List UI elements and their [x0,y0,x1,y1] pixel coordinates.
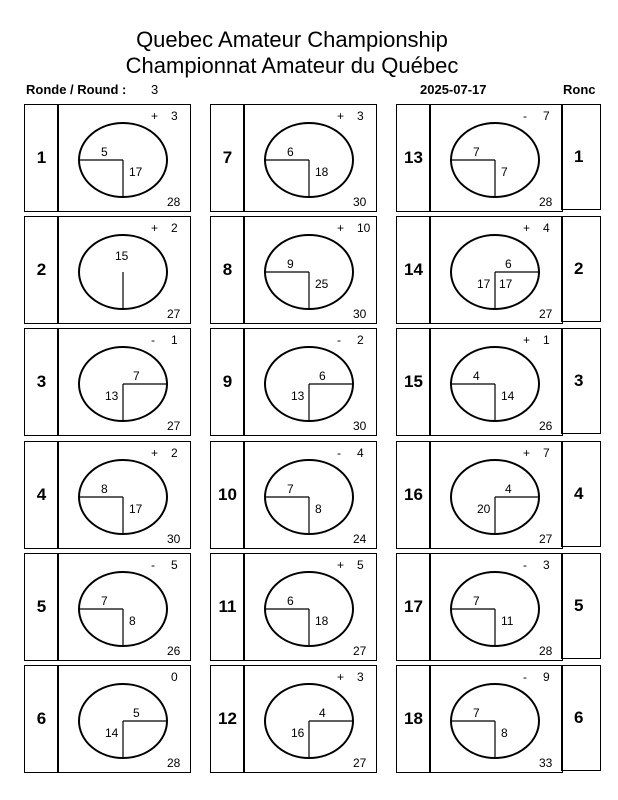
green-depth-value: 27 [539,307,553,321]
offset-value: 5 [171,558,178,572]
green-depth-value: 27 [353,644,367,658]
hole-card [210,553,396,661]
from-front-value: 7 [133,369,140,383]
hole-number: 2 [24,216,59,324]
offset-sign: + [337,109,345,123]
offset-value: 7 [543,109,550,123]
hole-number: 3 [24,328,59,436]
from-side-value: 25 [315,277,329,291]
offset-sign: - [523,670,527,684]
from-front-value: 4 [473,369,480,383]
offset-sign: - [337,446,341,460]
hole-card [210,104,396,212]
from-side-value: 17 [129,502,143,516]
green-depth-value: 27 [167,419,181,433]
from-front-value: 4 [319,706,326,720]
from-side-value: 8 [315,502,322,516]
from-side-value: 18 [315,614,329,628]
hole-card [24,441,210,549]
hole-number: 10 [210,441,245,549]
offset-value: 2 [171,221,178,235]
hole-number: 8 [210,216,245,324]
from-front-value: 7 [287,482,294,496]
hole-card [396,104,618,212]
green-depth-value: 33 [539,756,553,770]
from-front-value: 4 [505,482,512,496]
hole-number: 6 [24,665,59,773]
hole-card [24,665,210,773]
offset-sign: + [151,221,159,235]
offset-sign: + [337,221,345,235]
green-depth-value: 26 [539,419,553,433]
green-depth-value: 28 [167,195,181,209]
from-front-value: 8 [101,482,108,496]
offset-value: 3 [171,109,178,123]
offset-sign: - [337,333,341,347]
green-depth-value: 30 [353,195,367,209]
from-front-value: 5 [133,706,140,720]
green-depth-value: 27 [167,307,181,321]
offset-value: 3 [357,670,364,684]
offset-value: 3 [357,109,364,123]
hole-number: 17 [396,553,431,661]
right-clipped-label: Ronc [563,82,596,97]
from-side-value: 13 [291,389,305,403]
from-front-value: 6 [287,594,294,608]
next-sheet-hole-number: 2 [561,216,601,322]
hole-number: 15 [396,328,431,436]
from-side-value: 20 [477,502,491,516]
offset-value: 1 [171,333,178,347]
title-french: Championnat Amateur du Québec [125,53,459,78]
hole-number: 18 [396,665,431,773]
from-front-value: 7 [101,594,108,608]
hole-number: 16 [396,441,431,549]
round-value: 3 [151,82,159,97]
from-front-value: 9 [287,257,294,271]
hole-number: 4 [24,441,59,549]
from-side-value: 17 [477,277,491,291]
from-side-value: 13 [105,389,119,403]
green-depth-value: 28 [539,195,553,209]
offset-sign: - [523,558,527,572]
next-sheet-hole-number: 6 [561,665,601,771]
next-sheet-hole-number: 3 [561,328,601,434]
green-depth-value: 30 [353,419,367,433]
offset-value: 3 [543,558,550,572]
hole-card [210,216,396,324]
from-front-value: 6 [505,257,512,271]
green-depth-value: 27 [353,756,367,770]
title-english: Quebec Amateur Championship [136,27,448,52]
offset-value: 4 [543,221,550,235]
offset-sign: + [151,446,159,460]
hole-number: 1 [24,104,59,212]
next-sheet-hole-number: 4 [561,441,601,547]
from-side-value: 16 [291,726,305,740]
from-side-value: 11 [501,614,514,628]
hole-card [396,216,618,324]
green-depth-value: 30 [167,532,181,546]
from-side-value: 17 [129,165,143,179]
offset-value: 9 [543,670,550,684]
offset-sign: + [337,670,345,684]
from-front-value: 6 [287,145,294,159]
offset-sign: + [523,221,531,235]
from-front-value: 7 [473,145,480,159]
from-side-value: 18 [315,165,329,179]
offset-value: 5 [357,558,364,572]
hole-card [396,441,618,549]
offset-value: 4 [357,446,364,460]
from-front-value: 7 [473,706,480,720]
offset-value: 2 [171,446,178,460]
from-front-value: 6 [319,369,326,383]
hole-number: 9 [210,328,245,436]
hole-number: 14 [396,216,431,324]
hole-card [396,665,618,773]
offset-sign: - [151,558,155,572]
offset-value: 1 [543,333,550,347]
offset-value: 7 [543,446,550,460]
from-side-value-2: 17 [499,277,513,291]
from-side-value: 8 [129,614,136,628]
hole-number: 11 [210,553,245,661]
offset-value: 10 [357,221,371,235]
hole-card [210,328,396,436]
hole-number: 12 [210,665,245,773]
offset-value: 2 [357,333,364,347]
round-label: Ronde / Round : [26,82,127,97]
from-side-value: 14 [501,389,515,403]
green-depth-value: 30 [353,307,367,321]
hole-card [24,328,210,436]
from-side-value: 14 [105,726,119,740]
hole-number: 5 [24,553,59,661]
hole-card [210,665,396,773]
offset-sign: - [523,109,527,123]
green-depth-value: 28 [539,644,553,658]
hole-card [396,328,618,436]
offset-sign: + [151,109,159,123]
offset-sign: + [523,333,531,347]
offset-sign: - [151,333,155,347]
from-side-value: 7 [501,165,508,179]
hole-card [396,553,618,661]
hole-number: 13 [396,104,431,212]
offset-sign: + [523,446,531,460]
next-sheet-hole-number: 5 [561,553,601,659]
date: 2025-07-17 [420,82,487,97]
hole-card [24,216,210,324]
green-depth-value: 26 [167,644,181,658]
offset-value: 0 [171,670,178,684]
hole-card [24,104,210,212]
from-side-value: 8 [501,726,508,740]
hole-number: 7 [210,104,245,212]
hole-card [210,441,396,549]
green-depth-value: 24 [353,532,367,546]
from-front-value: 5 [101,145,108,159]
green-depth-value: 27 [539,532,553,546]
green-depth-value: 28 [167,756,181,770]
from-front-value: 7 [473,594,480,608]
hole-card [24,553,210,661]
next-sheet-hole-number: 1 [561,104,601,210]
offset-sign: + [337,558,345,572]
from-front-value: 15 [115,249,129,263]
